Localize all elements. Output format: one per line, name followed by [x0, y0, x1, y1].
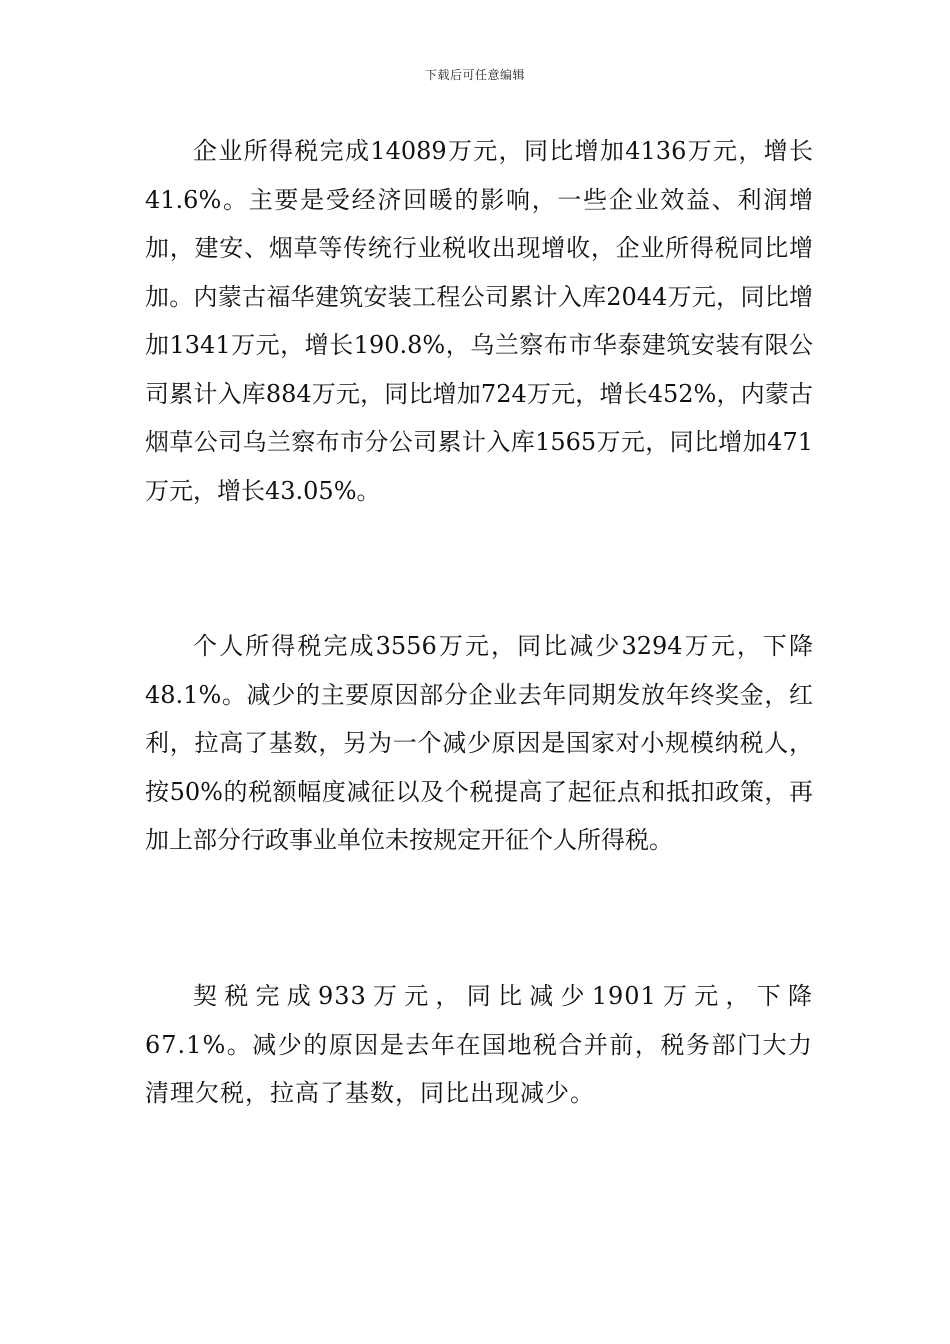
paragraph-enterprise-income-tax: 企业所得税完成14089万元，同比增加4136万元，增长41.6%。主要是受经济回暖的影响，一些企业效益、利润增加，建安、烟草等传统行业税收出现增收，企业所得税同比增加。内蒙古福华建筑安装工程公司累计入库2044万元，同比增加1341万元，增长190.8%，乌兰察布市华泰建筑安装有限公司累计入库884万元，同比增加724万元，增长452%，内蒙古烟草公司乌兰察布市分公司累计入库1565万元，同比增加471万元，增长43.05%。 [145, 137, 813, 505]
paragraph-deed-tax: 契税完成933万元，同比减少1901万元，下降67.1%。减少的原因是去年在国地税合并前，税务部门大力清理欠税，拉高了基数，同比出现减少。 [145, 982, 813, 1107]
paragraph-personal-income-tax: 个人所得税完成3556万元，同比减少3294万元，下降48.1%。减少的主要原因部分企业去年同期发放年终奖金，红利，拉高了基数，另为一个减少原因是国家对小规模纳税人，按50%的税额幅度减征以及个税提高了起征点和抵扣政策，再加上部分行政事业单位未按规定开征个人所得税。 [145, 632, 813, 854]
header-note: 下载后可任意编辑 [424, 68, 525, 82]
